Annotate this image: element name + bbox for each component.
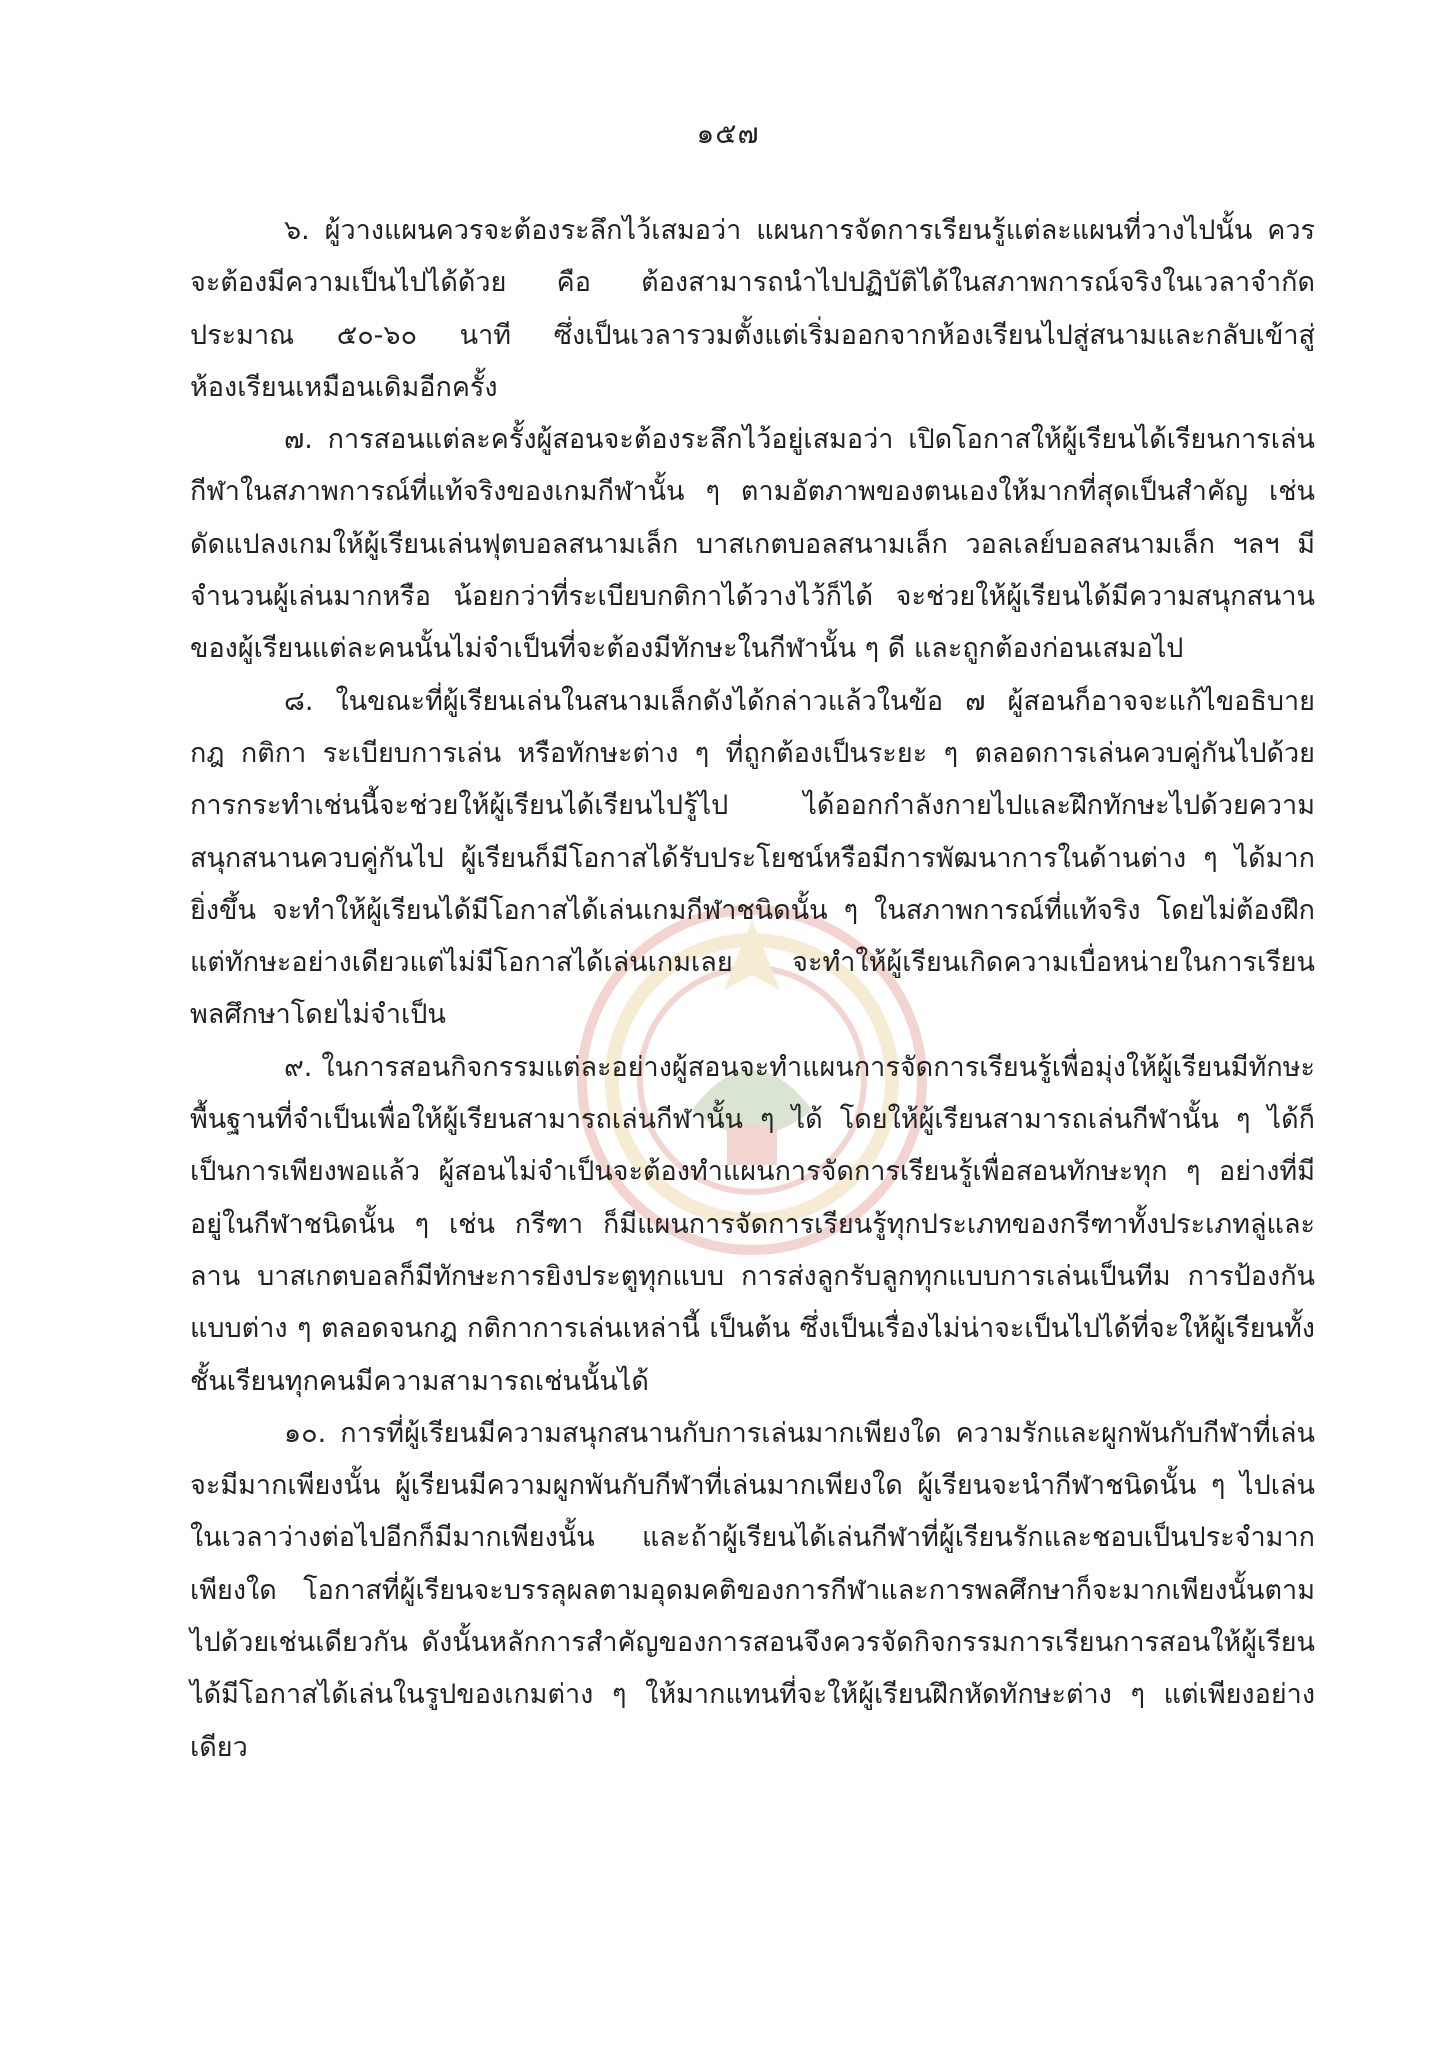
paragraph-item-9: ๙. ในการสอนกิจกรรมแต่ละอย่างผู้สอนจะทำแผนการจัดการเรียนรู้เพื่อมุ่งให้ผู้เรียนมีทักษะพื้นฐานที่จำเป็นเพื่อให้ผู้เรียนสามารถเล่นกีฬานั้น ๆ ได้ โดยให้ผู้เรียนสามารถเล่นกีฬานั้น ๆ ได้ก็เป็นการเพียงพอแล้ว ผู้สอนไม่จำเป็นจะต้องทำแผนการจัดการเรียนรู้เพื่อสอนทักษะทุก ๆ อย่างที่มีอยู่ในกีฬาชนิดนั้น ๆ เช่น กรีฑา ก็มีแผนการจัดการเรียนรู้ทุกประเภทของกรีฑาทั้งประเภทลู่และลาน บาสเกตบอลก็มีทักษะการยิงประตูทุกแบบ การส่งลูกรับลูกทุกแบบการเล่นเป็นทีม การป้องกันแบบต่าง ๆ ตลอดจนกฎ กติกาการเล่นเหล่านี้ เป็นต้น ซึ่งเป็นเรื่องไม่น่าจะเป็นไปได้ที่จะให้ผู้เรียนทั้งชั้นเรียนทุกคนมีความสามารถเช่นนั้นได้ xyxy=(190,1051,1315,1397)
paragraph-item-7: ๗. การสอนแต่ละครั้งผู้สอนจะต้องระลึกไว้อยู่เสมอว่า เปิดโอกาสให้ผู้เรียนได้เรียนการเล่นกีฬาในสภาพการณ์ที่แท้จริงของเกมกีฬานั้น ๆ ตามอัตภาพของตนเองให้มากที่สุดเป็นสำคัญ เช่น ดัดแปลงเกมให้ผู้เรียนเล่นฟุตบอลสนามเล็ก บาสเกตบอลสนามเล็ก วอลเลย์บอลสนามเล็ก ฯลฯ มีจำนวนผู้เล่นมากหรือ น้อยกว่าที่ระเบียบกติกาได้วางไว้ก็ได้ จะช่วยให้ผู้เรียนได้มีความสนุกสนานของผู้เรียนแต่ละคนนั้นไม่จำเป็นที่จะต้องมีทักษะในกีฬานั้น ๆ ดี และถูกต้องก่อนเสมอไป xyxy=(190,424,1315,665)
paragraph-item-6: ๖. ผู้วางแผนควรจะต้องระลึกไว้เสมอว่า แผนการจัดการเรียนรู้แต่ละแผนที่วางไปนั้น ควรจะต้องมีความเป็นไปได้ด้วย คือ ต้องสามารถนำไปปฏิบัติได้ในสภาพการณ์จริงในเวลาจำกัด ประมาณ ๕๐-๖๐ นาที ซึ่งเป็นเวลารวมตั้งแต่เริ่มออกจากห้องเรียนไปสู่สนามและกลับเข้าสู่ห้องเรียนเหมือนเดิมอีกครั้ง xyxy=(190,215,1315,403)
paragraph-item-10: ๑๐. การที่ผู้เรียนมีความสนุกสนานกับการเล่นมากเพียงใด ความรักและผูกพันกับกีฬาที่เล่นจะมีมากเพียงนั้น ผู้เรียนมีความผูกพันกับกีฬาที่เล่นมากเพียงใด ผู้เรียนจะนำกีฬาชนิดนั้น ๆ ไปเล่นในเวลาว่างต่อไปอีกก็มีมากเพียงนั้น และถ้าผู้เรียนได้เล่นกีฬาที่ผู้เรียนรักและชอบเป็นประจำมากเพียงใด โอกาสที่ผู้เรียนจะบรรลุผลตามอุดมคติของการกีฬาและการพลศึกษาก็จะมากเพียงนั้นตามไปด้วยเช่นเดียวกัน ดังนั้นหลักการสำคัญของการสอนจึงควรจัดกิจกรรมการเรียนการสอนให้ผู้เรียนได้มีโอกาสได้เล่นในรูปของเกมต่าง ๆ ให้มากแทนที่จะให้ผู้เรียนฝึกหัดทักษะต่าง ๆ แต่เพียงอย่างเดียว xyxy=(190,1417,1315,1763)
body-text xyxy=(190,205,1315,1774)
page-number: ๑๕๗ xyxy=(696,117,760,150)
paragraph-item-8: ๘. ในขณะที่ผู้เรียนเล่นในสนามเล็กดังได้กล่าวแล้วในข้อ ๗ ผู้สอนก็อาจจะแก้ไขอธิบาย กฎ กติกา ระเบียบการเล่น หรือทักษะต่าง ๆ ที่ถูกต้องเป็นระยะ ๆ ตลอดการเล่นควบคู่กันไปด้วย การกระทำเช่นนี้จะช่วยให้ผู้เรียนได้เรียนไปรู้ไป ได้ออกกำลังกายไปและฝึกทักษะไปด้วยความสนุกสนานควบคู่กันไป ผู้เรียนก็มีโอกาสได้รับประโยชน์หรือมีการพัฒนาการในด้านต่าง ๆ ได้มากยิ่งขึ้น จะทำให้ผู้เรียนได้มีโอกาสได้เล่นเกมกีฬาชนิดนั้น ๆ ในสภาพการณ์ที่แท้จริง โดยไม่ต้องฝึกแต่ทักษะอย่างเดียวแต่ไม่มีโอกาสได้เล่นเกมเลย จะทำให้ผู้เรียนเกิดความเบื่อหน่ายในการเรียนพลศึกษาโดยไม่จำเป็น xyxy=(190,685,1315,1031)
